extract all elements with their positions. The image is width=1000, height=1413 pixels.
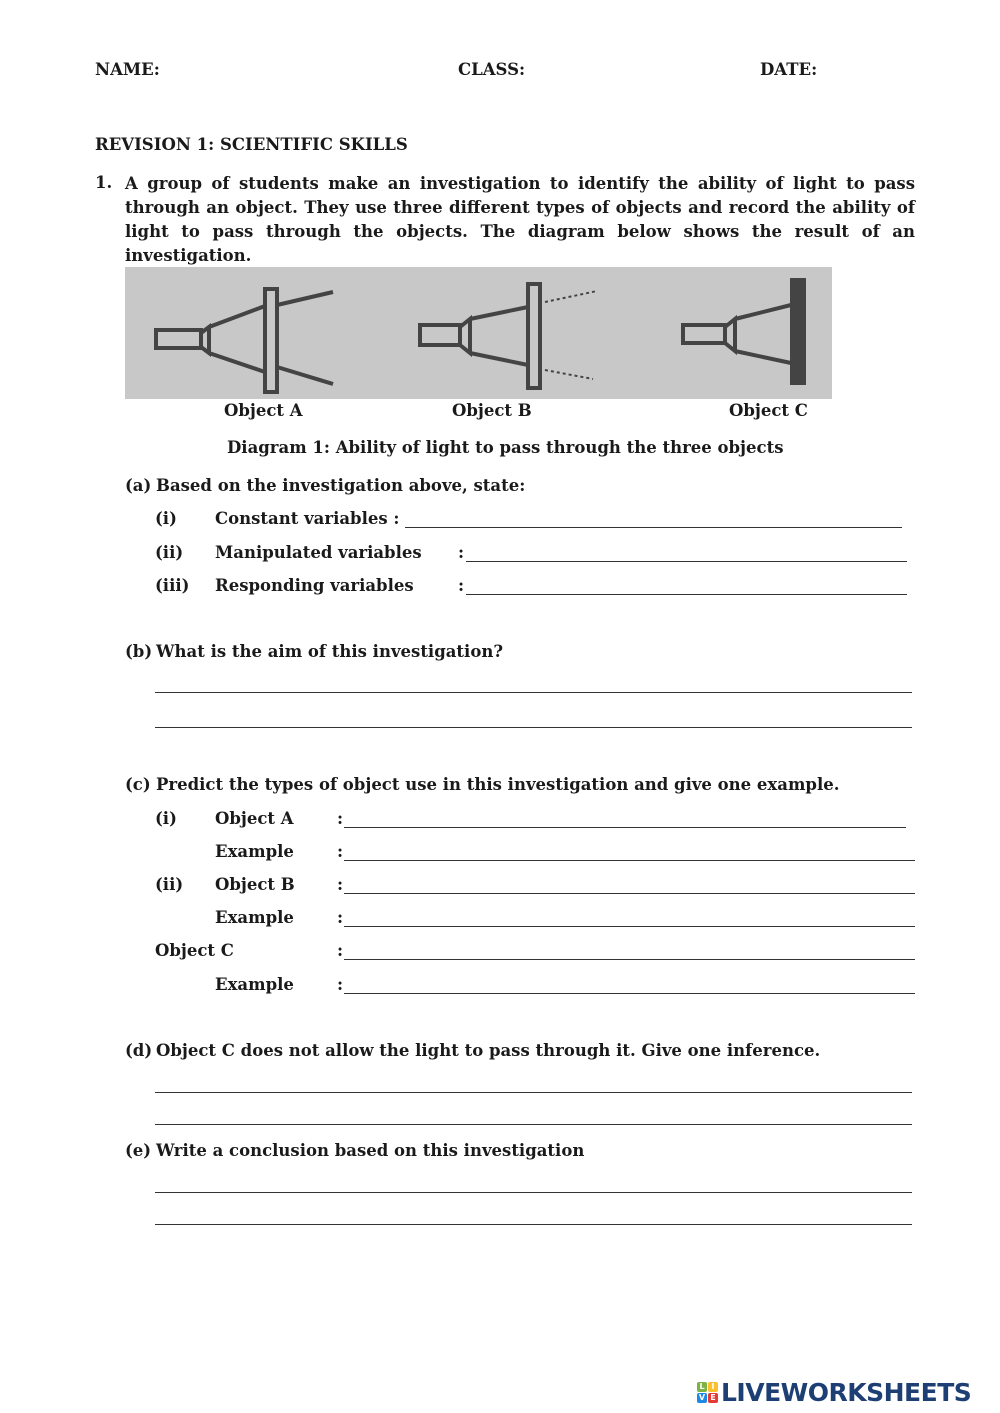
part-c-text: Predict the types of object use in this investigation and give one example. (156, 775, 840, 794)
aim-answer-line[interactable] (155, 727, 912, 728)
light-diagram (125, 267, 832, 399)
question-number: 1. (95, 173, 113, 192)
item-number: (ii) (155, 543, 184, 562)
logo-text: LIVEWORKSHEETS (721, 1378, 972, 1407)
part-e-label: (e) (125, 1141, 152, 1160)
example-a-answer-line[interactable] (344, 860, 915, 861)
part-b-label: (b) (125, 642, 153, 661)
logo-letter: I (708, 1382, 718, 1392)
part-e-text: Write a conclusion based on this investigation (156, 1141, 585, 1160)
liveworksheets-logo (697, 1378, 971, 1407)
example-c-label: Example (215, 975, 294, 994)
conclusion-answer-line[interactable] (155, 1224, 912, 1225)
diagram-caption: Diagram 1: Ability of light to pass through the three objects (227, 438, 784, 457)
colon: : (337, 941, 344, 960)
object-a-label: Object A (224, 401, 303, 420)
object-c-answer-line[interactable] (344, 959, 915, 960)
object-a-row-label: Object A (215, 809, 294, 828)
aim-answer-line[interactable] (155, 692, 912, 693)
colon: : (337, 908, 344, 927)
colon: : (337, 842, 344, 861)
object-a-answer-line[interactable] (344, 827, 906, 828)
example-a-label: Example (215, 842, 294, 861)
part-c-label: (c) (125, 775, 151, 794)
colon: : (458, 576, 465, 595)
question-text: A group of students make an investigation to identify the ability of light to pass through an object. They use three different types of objects and record the ability of light to pass through the objects. The diagram below shows the result of an investigation. (125, 174, 915, 265)
responding-variables-label: Responding variables (215, 576, 414, 595)
object-c-row-label: Object C (155, 941, 234, 960)
part-b-text: What is the aim of this investigation? (156, 642, 503, 661)
constant-variables-label: Constant variables : (215, 509, 400, 528)
item-number: (i) (155, 809, 177, 828)
object-b-answer-line[interactable] (344, 893, 915, 894)
example-b-answer-line[interactable] (344, 926, 915, 927)
inference-answer-line[interactable] (155, 1124, 912, 1125)
responding-variables-answer-line[interactable] (466, 594, 907, 595)
class-label: CLASS: (458, 60, 526, 79)
colon: : (337, 875, 344, 894)
logo-letter: L (697, 1382, 707, 1392)
object-b-row-label: Object B (215, 875, 295, 894)
item-number: (ii) (155, 875, 184, 894)
part-a-text: Based on the investigation above, state: (156, 476, 526, 495)
inference-answer-line[interactable] (155, 1092, 912, 1093)
colon: : (458, 543, 465, 562)
worksheet-title: REVISION 1: SCIENTIFIC SKILLS (95, 135, 408, 154)
item-number: (i) (155, 509, 177, 528)
part-d-label: (d) (125, 1041, 153, 1060)
name-label: NAME: (95, 60, 160, 79)
object-b-label: Object B (452, 401, 532, 420)
conclusion-answer-line[interactable] (155, 1192, 912, 1193)
example-c-answer-line[interactable] (344, 993, 915, 994)
colon: : (337, 975, 344, 994)
part-d-text: Object C does not allow the light to pass through it. Give one inference. (156, 1041, 821, 1060)
part-a-label: (a) (125, 476, 152, 495)
logo-letter: V (698, 1393, 706, 1402)
manipulated-variables-answer-line[interactable] (466, 561, 907, 562)
example-b-label: Example (215, 908, 294, 927)
constant-variables-answer-line[interactable] (405, 527, 902, 528)
object-c-label: Object C (729, 401, 808, 420)
logo-letter: E (708, 1393, 718, 1403)
item-number: (iii) (155, 576, 190, 595)
manipulated-variables-label: Manipulated variables (215, 543, 422, 562)
colon: : (337, 809, 344, 828)
date-label: DATE: (760, 60, 818, 79)
logo-icon (697, 1382, 718, 1403)
